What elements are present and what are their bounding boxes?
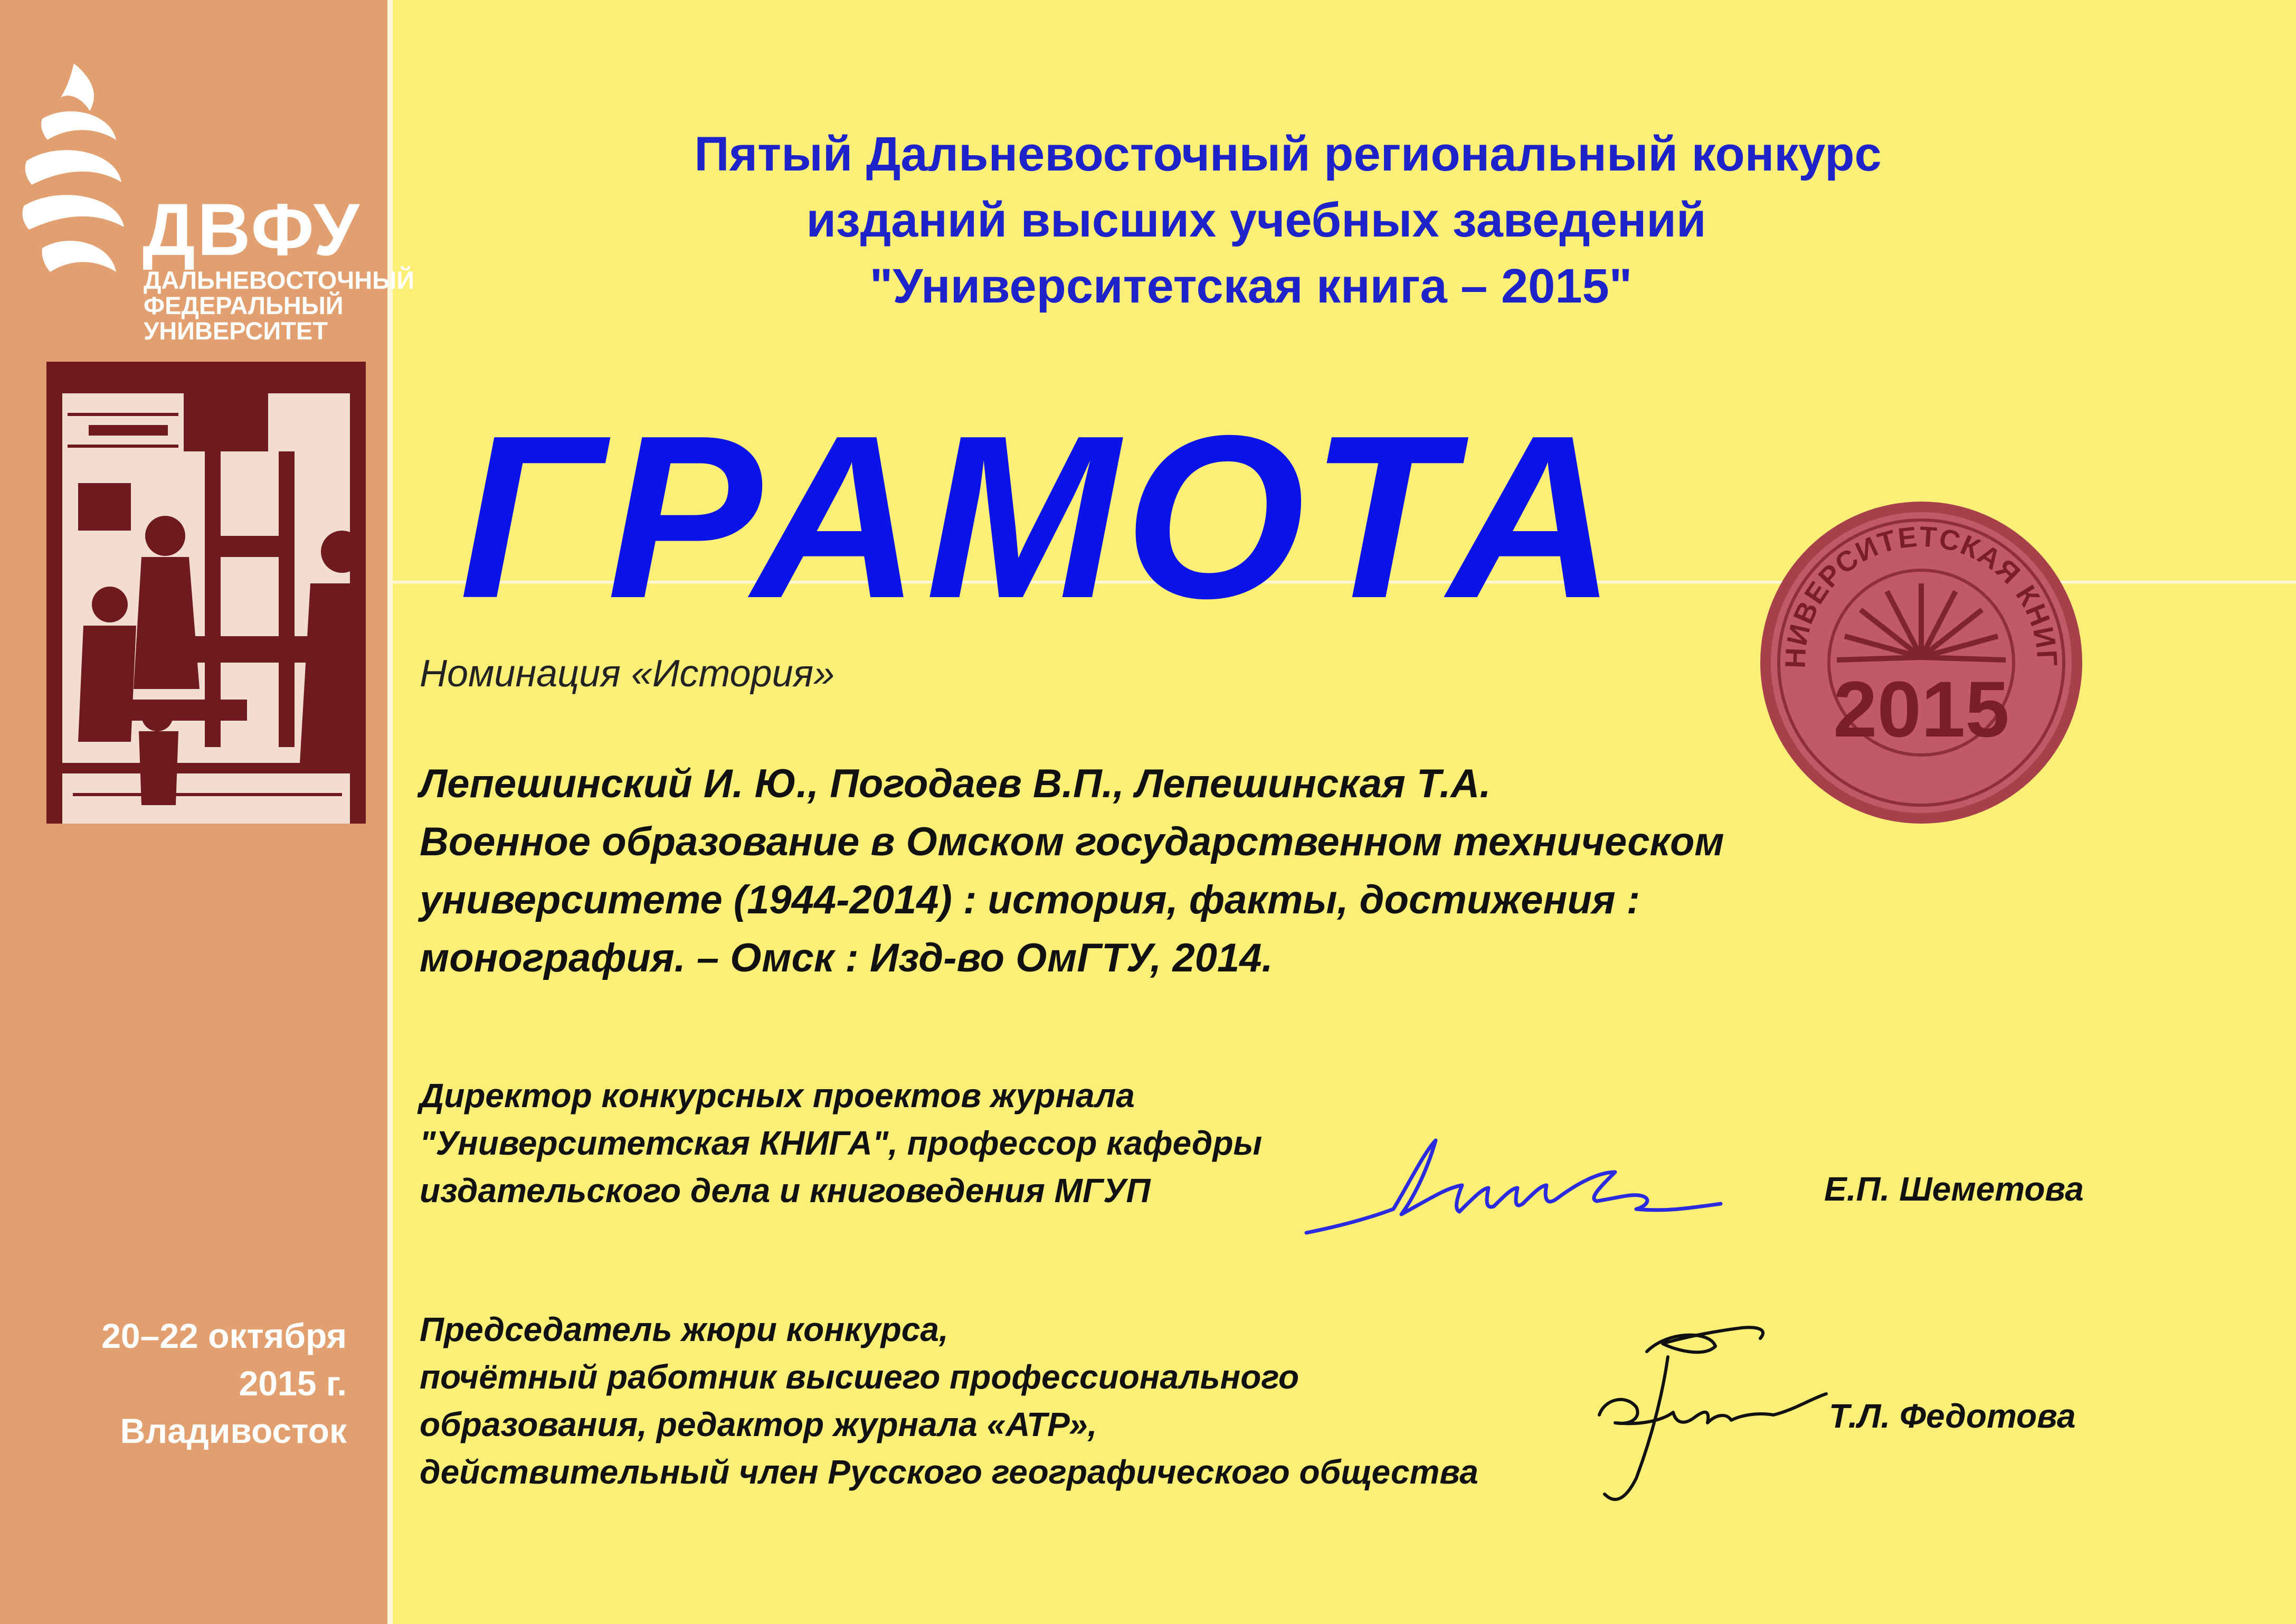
work-authors: Лепешинский И. Ю., Погодаев В.П., Лепешинская Т.А. — [420, 761, 1491, 806]
signatory-1-name: Е.П. Шеметова — [1824, 1170, 2084, 1208]
event-city: Владивосток — [120, 1411, 347, 1450]
signatory-2-line-4: действительный член Русского географического общества — [420, 1453, 1478, 1491]
logo-abbreviation: ДВФУ — [143, 188, 362, 271]
vertical-divider — [387, 0, 393, 1624]
contest-seal — [1758, 499, 2085, 826]
logo-line-3: УНИВЕРСИТЕТ — [144, 317, 328, 345]
signatory-1-position — [420, 1072, 1262, 1214]
signatory-1-line-1: Директор конкурсных проектов журнала — [420, 1077, 1135, 1115]
signatory-2-line-1: Председатель жюри конкурса, — [420, 1310, 948, 1348]
award-work — [420, 755, 1724, 987]
event-dates: 20–22 октября — [101, 1316, 347, 1355]
certificate-title: ГРАМОТА — [459, 388, 1622, 647]
seal-ring-text: НИВЕРСИТЕТСКАЯ КНИГ — [1779, 521, 2063, 669]
work-title-line-3: монография. – Омск : Изд-во ОмГТУ, 2014. — [420, 936, 1273, 980]
signatory-2-line-2: почётный работник высшего профессионального — [420, 1358, 1299, 1396]
university-logo — [11, 61, 415, 345]
header-line-2: изданий высших учебных заведений — [806, 193, 1706, 247]
event-info — [101, 1312, 347, 1455]
signature-1 — [1304, 1119, 1726, 1246]
header-line-3: "Университетская книга – 2015" — [869, 259, 1633, 313]
work-title-line-2: университете (1944-2014) : история, факты, достижения : — [420, 877, 1640, 922]
signatory-1-line-3: издательского дела и книговедения МГУП — [420, 1172, 1151, 1210]
signatory-1-line-2: "Университетская КНИГА", профессор кафедры — [420, 1124, 1263, 1162]
seal-year: 2015 — [1833, 665, 2009, 753]
signatory-2-name: Т.Л. Федотова — [1829, 1397, 2076, 1435]
logo-line-1: ДАЛЬНЕВОСТОЧНЫЙ — [144, 266, 415, 294]
nomination: Номинация «История» — [420, 653, 835, 695]
event-year: 2015 г. — [239, 1364, 347, 1403]
work-title-line-1: Военное образование в Омском государственном техническом — [420, 819, 1724, 864]
signatory-2-position — [420, 1306, 1478, 1496]
contest-header — [654, 121, 1921, 319]
printing-press-engraving — [46, 362, 366, 824]
logo-line-2: ФЕДЕРАЛЬНЫЙ — [144, 291, 344, 319]
flame-emblem-icon — [11, 61, 137, 282]
header-line-1: Пятый Дальневосточный региональный конкурс — [694, 127, 1882, 181]
signature-2 — [1583, 1320, 1837, 1510]
signatory-2-line-3: образования, редактор журнала «АТР», — [420, 1405, 1097, 1443]
